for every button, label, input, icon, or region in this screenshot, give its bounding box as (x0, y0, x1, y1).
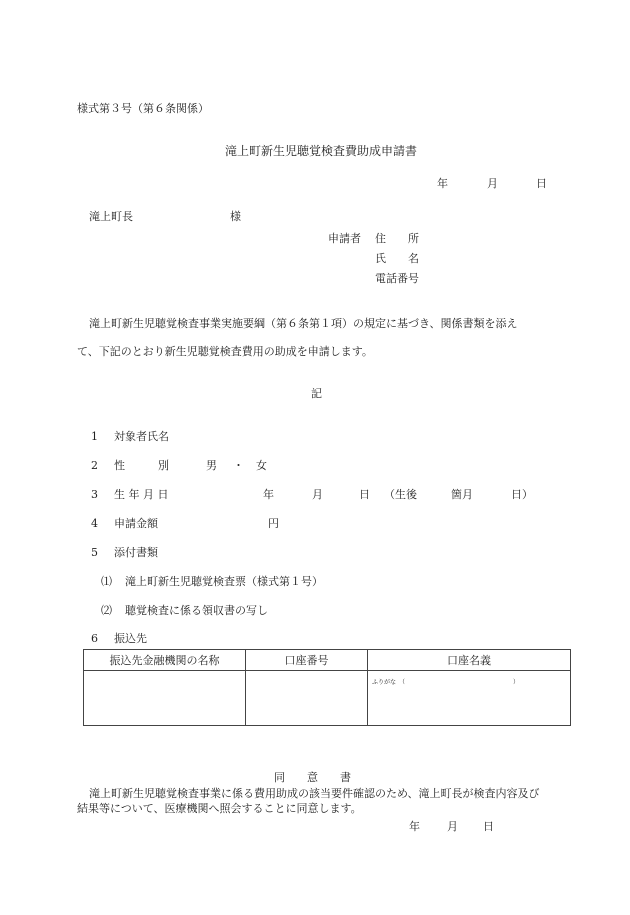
consent-line-2: 結果等について、医療機関へ照会することに同意します。 (77, 802, 362, 815)
gender-male: 男 (206, 459, 217, 472)
account-number-cell[interactable] (246, 671, 368, 726)
header-account-holder: 口座名義 (368, 650, 571, 671)
item-label: 性 別 (114, 459, 169, 472)
consent-date-month: 月 (447, 820, 458, 833)
applicant-phone: 電話番号 (375, 272, 419, 285)
date-day: 日 (536, 177, 547, 190)
bank-account-table (83, 649, 571, 726)
item-number: 2 (91, 459, 98, 472)
table-row (84, 671, 571, 726)
furigana-label: ふりがな （ ） (372, 679, 520, 686)
page-title: 滝上町新生児聴覚検査費助成申請書 (225, 144, 418, 158)
applicant-address: 住 所 (375, 232, 419, 245)
consent-title: 同 意 書 (274, 771, 351, 784)
item-label: 対象者氏名 (114, 430, 169, 443)
sub-item-text: 滝上町新生児聴覚検査票（様式第１号） (125, 575, 323, 588)
consent-line-1: 滝上町新生児聴覚検査事業に係る費用助成の該当要件確認のため、滝上町長が検査内容及び (89, 787, 540, 800)
birth-year: 年 (263, 488, 274, 501)
form-number: 様式第３号（第６条関係） (77, 102, 209, 115)
body-line-2: て、下記のとおり新生児聴覚検査費用の助成を申請します。 (77, 345, 373, 358)
date-month: 月 (487, 177, 498, 190)
item-label: 申請金額 (114, 517, 158, 530)
sub-item-number: ⑴ (101, 575, 112, 588)
sub-item-number: ⑵ (101, 604, 112, 617)
age-days: 日） (511, 488, 533, 501)
header-account-number: 口座番号 (246, 650, 368, 671)
account-holder-cell[interactable] (368, 671, 571, 726)
date-year: 年 (437, 177, 448, 190)
gender-female: 女 (256, 459, 267, 472)
item-number: 6 (91, 632, 98, 645)
birth-day: 日 (359, 488, 370, 501)
birth-month: 月 (312, 488, 323, 501)
bank-name-cell[interactable] (84, 671, 246, 726)
age-months: 箇月 (451, 488, 473, 501)
addressee-honorific: 様 (230, 210, 241, 223)
body-line-1: 滝上町新生児聴覚検査事業実施要綱（第６条第１項）の規定に基づき、関係書類を添え (89, 317, 518, 330)
applicant-name: 氏 名 (375, 252, 419, 265)
addressee-label: 滝上町長 (89, 210, 133, 223)
sub-item-text: 聴覚検査に係る領収書の写し (125, 604, 268, 617)
born-after: （生後 (384, 488, 417, 501)
item-label: 生 年 月 日 (114, 488, 169, 501)
consent-date-year: 年 (409, 820, 420, 833)
table-header-row (84, 650, 571, 671)
ki-heading: 記 (311, 387, 322, 400)
item-label: 添付書類 (114, 546, 158, 559)
gender-separator: ・ (233, 459, 244, 472)
amount-unit: 円 (268, 517, 279, 530)
item-number: 4 (91, 517, 98, 530)
header-bank-name: 振込先金融機関の名称 (84, 650, 246, 671)
item-number: 5 (91, 546, 98, 559)
item-number: 1 (91, 430, 98, 443)
item-number: 3 (91, 488, 98, 501)
item-label: 振込先 (114, 632, 147, 645)
consent-date-day: 日 (483, 820, 494, 833)
applicant-label: 申請者 (328, 232, 361, 245)
